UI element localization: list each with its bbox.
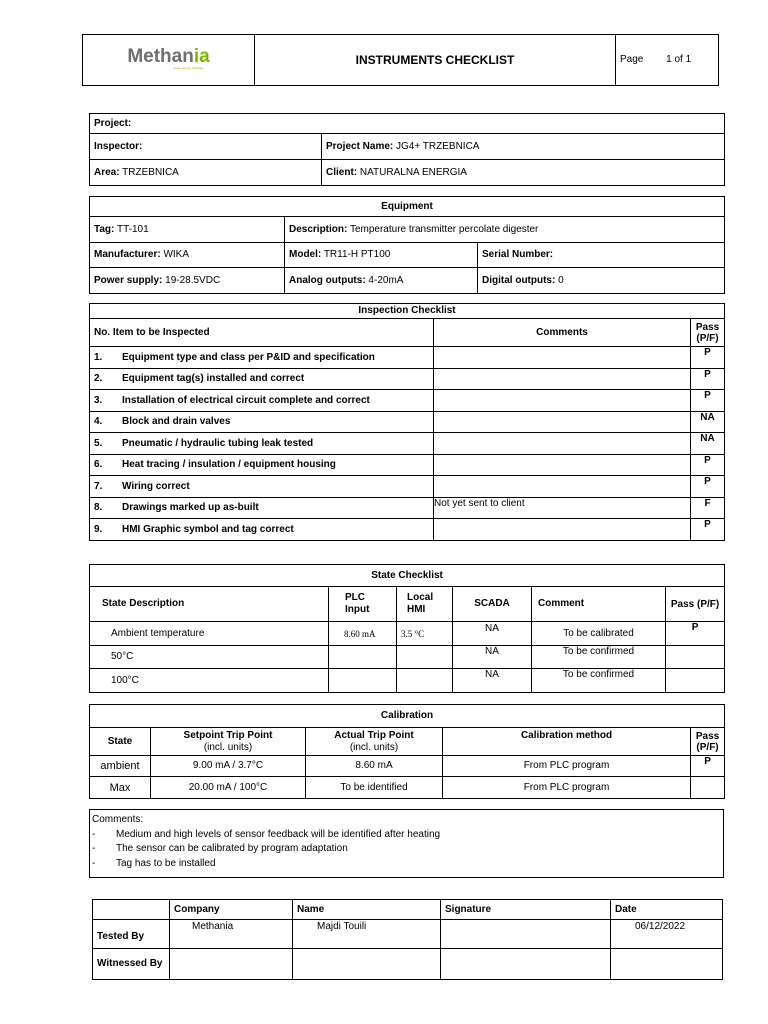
client-label: Client: bbox=[326, 166, 358, 178]
page-indicator bbox=[616, 35, 719, 86]
calibration-setpoint: 20.00 mA / 100°C bbox=[151, 777, 306, 799]
logo-tagline: green energy solutions bbox=[173, 65, 204, 70]
tested-name: Majdi Touili bbox=[293, 920, 441, 949]
inspection-pass: P bbox=[691, 390, 725, 412]
inspection-comment bbox=[434, 369, 691, 390]
inspection-row bbox=[90, 390, 725, 412]
client-field bbox=[322, 160, 725, 186]
item-text: Heat tracing / insulation / equipment housing bbox=[122, 459, 336, 470]
state-scada: NA bbox=[453, 646, 532, 669]
signoff-col-date: Date bbox=[611, 900, 723, 920]
document-title: INSTRUMENTS CHECKLIST bbox=[255, 35, 616, 86]
inspection-row bbox=[90, 519, 725, 541]
state-hmi bbox=[397, 669, 453, 693]
inspection-pass: F bbox=[691, 498, 725, 519]
digital-label: Digital outputs: bbox=[482, 274, 556, 286]
description-value: Temperature transmitter percolate digester bbox=[347, 223, 539, 235]
witnessed-company[interactable] bbox=[170, 949, 293, 980]
power-label: Power supply: bbox=[94, 274, 163, 286]
tag-field bbox=[90, 217, 285, 243]
state-desc: 50°C bbox=[90, 646, 329, 669]
power-field bbox=[90, 268, 285, 294]
inspection-item bbox=[90, 455, 434, 476]
signoff-col-company: Company bbox=[170, 900, 293, 920]
inspection-pass: P bbox=[691, 369, 725, 390]
state-comment: To be confirmed bbox=[532, 669, 666, 693]
item-number: 4. bbox=[94, 416, 103, 427]
item-number: 9. bbox=[94, 523, 103, 535]
calibration-table bbox=[89, 704, 725, 799]
inspection-item bbox=[90, 369, 434, 390]
item-text: Installation of electrical circuit complete and correct bbox=[122, 394, 370, 406]
equipment-title: Equipment bbox=[90, 197, 725, 217]
inspection-item bbox=[90, 433, 434, 455]
calibration-title: Calibration bbox=[90, 705, 725, 728]
inspection-pass: NA bbox=[691, 433, 725, 455]
comments-table bbox=[89, 809, 724, 878]
actual-header: Actual Trip Point bbox=[334, 729, 414, 741]
inspection-comment bbox=[434, 476, 691, 498]
inspection-item bbox=[90, 519, 434, 541]
item-number: 1. bbox=[94, 351, 103, 363]
inspection-item bbox=[90, 476, 434, 498]
inspection-col-pass: Pass (P/F) bbox=[691, 319, 725, 347]
item-number: 6. bbox=[94, 459, 103, 470]
inspection-col-comments: Comments bbox=[434, 319, 691, 347]
item-text: Equipment tag(s) installed and correct bbox=[122, 373, 305, 384]
state-row bbox=[90, 669, 725, 693]
comment-text: The sensor can be calibrated by program adaptation bbox=[116, 843, 348, 854]
description-label: Description: bbox=[289, 223, 348, 235]
item-text: Pneumatic / hydraulic tubing leak tested bbox=[122, 437, 314, 449]
signoff-col-name: Name bbox=[293, 900, 441, 920]
inspection-row bbox=[90, 433, 725, 455]
setpoint-units: (incl. units) bbox=[203, 741, 253, 753]
item-text: Drawings marked up as-built bbox=[122, 502, 259, 513]
calibration-state: ambient bbox=[90, 756, 151, 777]
analog-value: 4-20mA bbox=[365, 274, 404, 286]
tested-signature[interactable] bbox=[441, 920, 611, 949]
setpoint-header: Setpoint Trip Point bbox=[183, 729, 273, 741]
calibration-pass: P bbox=[691, 756, 725, 777]
state-hmi: 3.5 °C bbox=[397, 622, 453, 646]
item-text: Equipment type and class per P&ID and specification bbox=[122, 351, 375, 363]
area-value: TRZEBNICA bbox=[119, 166, 179, 178]
analog-label: Analog outputs: bbox=[289, 274, 366, 286]
inspection-pass: P bbox=[691, 476, 725, 498]
description-field bbox=[285, 217, 725, 243]
calibration-state: Max bbox=[90, 777, 151, 799]
state-row bbox=[90, 646, 725, 669]
serial-label: Serial Number: bbox=[482, 249, 554, 260]
calibration-pass bbox=[691, 777, 725, 799]
state-col-comment: Comment bbox=[532, 587, 666, 622]
inspection-comment bbox=[434, 455, 691, 476]
inspection-item bbox=[90, 412, 434, 433]
inspection-comment bbox=[434, 433, 691, 455]
inspection-row bbox=[90, 412, 725, 433]
calibration-actual: 8.60 mA bbox=[306, 756, 443, 777]
tag-label: Tag: bbox=[94, 223, 115, 235]
digital-field bbox=[478, 268, 725, 294]
bullet-dash: - bbox=[92, 843, 96, 854]
comments-box bbox=[90, 810, 724, 878]
model-field bbox=[285, 243, 478, 268]
calibration-col-pass: Pass (P/F) bbox=[691, 728, 725, 756]
equipment-table bbox=[89, 196, 725, 294]
project-name-value: JG4+ TRZEBNICA bbox=[393, 140, 480, 152]
state-pass bbox=[666, 669, 725, 693]
client-value: NATURALNA ENERGIA bbox=[357, 166, 467, 178]
state-table bbox=[89, 564, 725, 693]
bullet-dash: - bbox=[92, 828, 96, 840]
witnessed-by-label: Witnessed By bbox=[93, 949, 170, 980]
witnessed-name[interactable] bbox=[293, 949, 441, 980]
project-label: Project: bbox=[90, 114, 725, 134]
calibration-col-setpoint bbox=[151, 728, 306, 756]
calibration-col-state: State bbox=[90, 728, 151, 756]
methania-logo bbox=[83, 45, 254, 70]
state-plc: 8.60 mA bbox=[329, 622, 397, 646]
inspection-comment bbox=[434, 519, 691, 541]
page-label: Page bbox=[620, 54, 644, 65]
inspection-item bbox=[90, 390, 434, 412]
calibration-col-actual bbox=[306, 728, 443, 756]
tested-by-label: Tested By bbox=[93, 920, 170, 949]
signoff-corner bbox=[93, 900, 170, 920]
manufacturer-value: WIKA bbox=[160, 249, 190, 260]
state-plc bbox=[329, 669, 397, 693]
state-desc: 100°C bbox=[90, 669, 329, 693]
model-value: TR11-H PT100 bbox=[321, 249, 391, 260]
signoff-row-witnessed bbox=[93, 949, 723, 980]
item-number: 2. bbox=[94, 373, 103, 384]
digital-value: 0 bbox=[555, 274, 564, 286]
actual-units: (incl. units) bbox=[349, 741, 399, 753]
calibration-method: From PLC program bbox=[443, 756, 691, 777]
calibration-setpoint: 9.00 mA / 3.7°C bbox=[151, 756, 306, 777]
signoff-row-tested bbox=[93, 920, 723, 949]
inspection-item bbox=[90, 347, 434, 369]
inspection-comment: Not yet sent to client bbox=[434, 498, 691, 519]
state-pass: P bbox=[666, 622, 725, 646]
signoff-col-signature: Signature bbox=[441, 900, 611, 920]
state-hmi bbox=[397, 646, 453, 669]
state-col-desc: State Description bbox=[90, 587, 329, 622]
state-plc bbox=[329, 646, 397, 669]
item-text: Block and drain valves bbox=[122, 416, 231, 427]
inspection-table bbox=[89, 303, 725, 541]
state-row bbox=[90, 622, 725, 646]
signoff-table bbox=[92, 899, 723, 980]
power-value: 19-28.5VDC bbox=[162, 274, 221, 286]
state-col-pass: Pass (P/F) bbox=[666, 587, 725, 622]
tag-value: TT-101 bbox=[114, 223, 149, 235]
state-col-scada: SCADA bbox=[453, 587, 532, 622]
item-number: 8. bbox=[94, 502, 103, 513]
witnessed-signature[interactable] bbox=[441, 949, 611, 980]
page-value: 1 of 1 bbox=[666, 54, 692, 65]
inspection-row bbox=[90, 455, 725, 476]
comment-line bbox=[92, 842, 721, 857]
manufacturer-field bbox=[90, 243, 285, 268]
logo-text-accent: ia bbox=[193, 45, 210, 67]
calibration-row bbox=[90, 777, 725, 799]
item-number: 5. bbox=[94, 437, 103, 449]
calibration-row bbox=[90, 756, 725, 777]
item-text: HMI Graphic symbol and tag correct bbox=[122, 523, 294, 535]
witnessed-date[interactable] bbox=[611, 949, 723, 980]
state-title: State Checklist bbox=[90, 565, 725, 587]
analog-field bbox=[285, 268, 478, 294]
comment-text: Medium and high levels of sensor feedback will be identified after heating bbox=[116, 828, 441, 840]
inspection-comment bbox=[434, 412, 691, 433]
comment-text: Tag has to be installed bbox=[116, 857, 216, 869]
state-pass bbox=[666, 646, 725, 669]
serial-field bbox=[478, 243, 725, 268]
state-col-hmi: Local HMI bbox=[397, 587, 453, 622]
inspection-col-item: No. Item to be Inspected bbox=[90, 319, 434, 347]
inspection-row bbox=[90, 498, 725, 519]
area-field bbox=[90, 160, 322, 186]
calibration-col-method: Calibration method bbox=[443, 728, 691, 756]
inspection-comment bbox=[434, 390, 691, 412]
calibration-method: From PLC program bbox=[443, 777, 691, 799]
inspection-pass: NA bbox=[691, 412, 725, 433]
state-col-plc: PLC Input bbox=[329, 587, 397, 622]
inspection-row bbox=[90, 347, 725, 369]
calibration-actual: To be identified bbox=[306, 777, 443, 799]
comments-label: Comments: bbox=[92, 814, 144, 825]
comment-line bbox=[92, 828, 721, 843]
inspection-pass: P bbox=[691, 519, 725, 541]
tested-company: Methania bbox=[170, 920, 293, 949]
comment-line bbox=[92, 857, 721, 872]
inspection-item bbox=[90, 498, 434, 519]
inspection-row bbox=[90, 476, 725, 498]
header-table bbox=[82, 34, 719, 86]
tested-date: 06/12/2022 bbox=[611, 920, 723, 949]
state-scada: NA bbox=[453, 669, 532, 693]
item-text: Wiring correct bbox=[122, 480, 190, 492]
state-comment: To be calibrated bbox=[532, 622, 666, 646]
logo-text-main: Methan bbox=[127, 45, 194, 67]
inspector-label: Inspector: bbox=[90, 134, 322, 160]
inspection-pass: P bbox=[691, 455, 725, 476]
logo-cell bbox=[83, 35, 255, 86]
project-name-field bbox=[322, 134, 725, 160]
state-desc: Ambient temperature bbox=[90, 622, 329, 646]
area-label: Area: bbox=[94, 166, 120, 178]
inspection-pass: P bbox=[691, 347, 725, 369]
model-label: Model: bbox=[289, 249, 322, 260]
state-comment: To be confirmed bbox=[532, 646, 666, 669]
inspection-title: Inspection Checklist bbox=[90, 304, 725, 319]
inspection-comment bbox=[434, 347, 691, 369]
manufacturer-label: Manufacturer: bbox=[94, 249, 161, 260]
item-number: 7. bbox=[94, 480, 103, 492]
item-number: 3. bbox=[94, 394, 103, 406]
state-scada: NA bbox=[453, 622, 532, 646]
project-table bbox=[89, 113, 725, 186]
bullet-dash: - bbox=[92, 857, 96, 869]
inspection-row bbox=[90, 369, 725, 390]
project-name-label: Project Name: bbox=[326, 140, 394, 152]
